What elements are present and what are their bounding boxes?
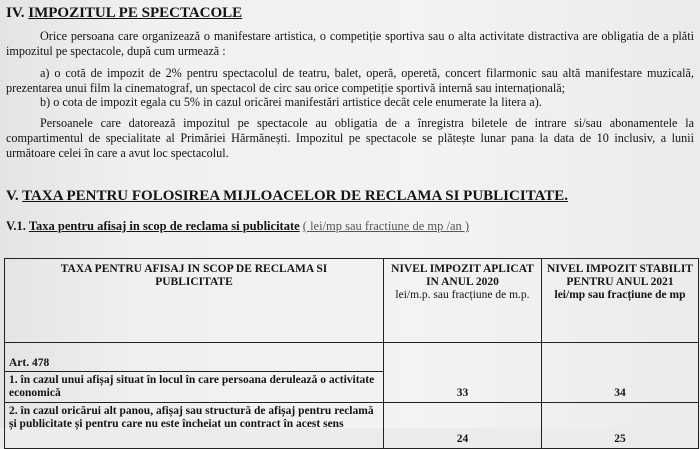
- section-v1-heading: [6, 219, 469, 234]
- table-row-1: [5, 343, 699, 403]
- section-iv-item-b: b) o cota de impozit egala cu 5% in cazul oricărei manifestări artistice decât cele enumerate la litera a).: [40, 95, 542, 109]
- row-1-description: [5, 343, 384, 403]
- header-col-description-text: TAXA PENTRU AFISAJ IN SCOP DE RECLAMA SI PUBLICITATE: [60, 263, 328, 288]
- article-label: Art. 478: [9, 357, 50, 369]
- header-col-2020: [384, 259, 542, 343]
- section-v1-title: Taxa pentru afisaj in scop de reclama si publicitate: [28, 219, 300, 233]
- section-v-number: V.: [6, 188, 19, 204]
- table-header-row: [5, 259, 699, 343]
- header-col-2020-unit: lei/m.p. sau fracțiune de m.p.: [395, 289, 530, 301]
- table-row-2: [5, 403, 699, 449]
- row-2-text: 2. în cazul oricărui alt panou, afișaj sau structură de afișaj pentru reclamă și publicitate și pentru care nu este încheiat un contract în acest sens: [5, 403, 384, 449]
- section-iv-heading: [6, 5, 242, 22]
- section-v-title: TAXA PENTRU FOLOSIREA MIJLOACELOR DE RECLAMA SI PUBLICITATE.: [22, 188, 569, 204]
- header-col-2021-title: NIVEL IMPOZIT STABILIT PENTRU ANUL 2021: [547, 263, 693, 288]
- section-v1-number: V.1.: [6, 219, 26, 233]
- section-v-heading: [6, 188, 568, 205]
- row-2-value-2021: 25: [542, 403, 699, 449]
- section-iv-title: IMPOZITUL PE SPECTACOLE: [28, 5, 243, 21]
- row-1-value-2021: 34: [542, 343, 699, 403]
- section-iv-item-a: a) o cotă de impozit de 2% pentru spectacolul de teatru, balet, operă, operetă, concert filarmonic sau altă manifestare muzicală, prezentarea unui film la cinematograf, un spectacol de circ sau orice competiție sportivă internă sau internațională;: [6, 66, 694, 95]
- section-iv-intro: Orice persoana care organizează o manifestare artistica, o competiție sportiva sau o alta activitate distractiva are obligatia de a plăti impozitul pe spectacole, după cum urmează :: [6, 29, 694, 58]
- header-col-2020-title: NIVEL IMPOZIT APLICAT IN ANUL 2020: [391, 263, 534, 288]
- section-iv-number: IV.: [6, 5, 25, 21]
- header-col-2021-unit: lei/mp sau fracțiune de mp: [554, 289, 686, 301]
- header-col-2021: [542, 259, 699, 343]
- section-v1-unit: ( lei/mp sau fractiune de mp /an ): [302, 219, 470, 233]
- row-1-text: 1. în cazul unui afișaj situat în locul în care persoana derulează o activitate economică: [5, 371, 383, 400]
- row-1-value-2020: 33: [384, 343, 542, 403]
- section-iv-paragraph-2: Persoanele care datorează impozitul pe spectacole au obligatia de a înregistra biletele de intrare si/sau abonamentele la compartimentul de specialitate al Primăriei Hărmănești. Impozitul pe spectacole se plătește lunar pana la data de 10 inclusiv, a lunii următoare celei în care a avut loc spectacolul.: [6, 116, 694, 160]
- tax-table: [4, 258, 699, 449]
- header-col-description: [5, 259, 384, 343]
- row-2-value-2020: 24: [384, 403, 542, 449]
